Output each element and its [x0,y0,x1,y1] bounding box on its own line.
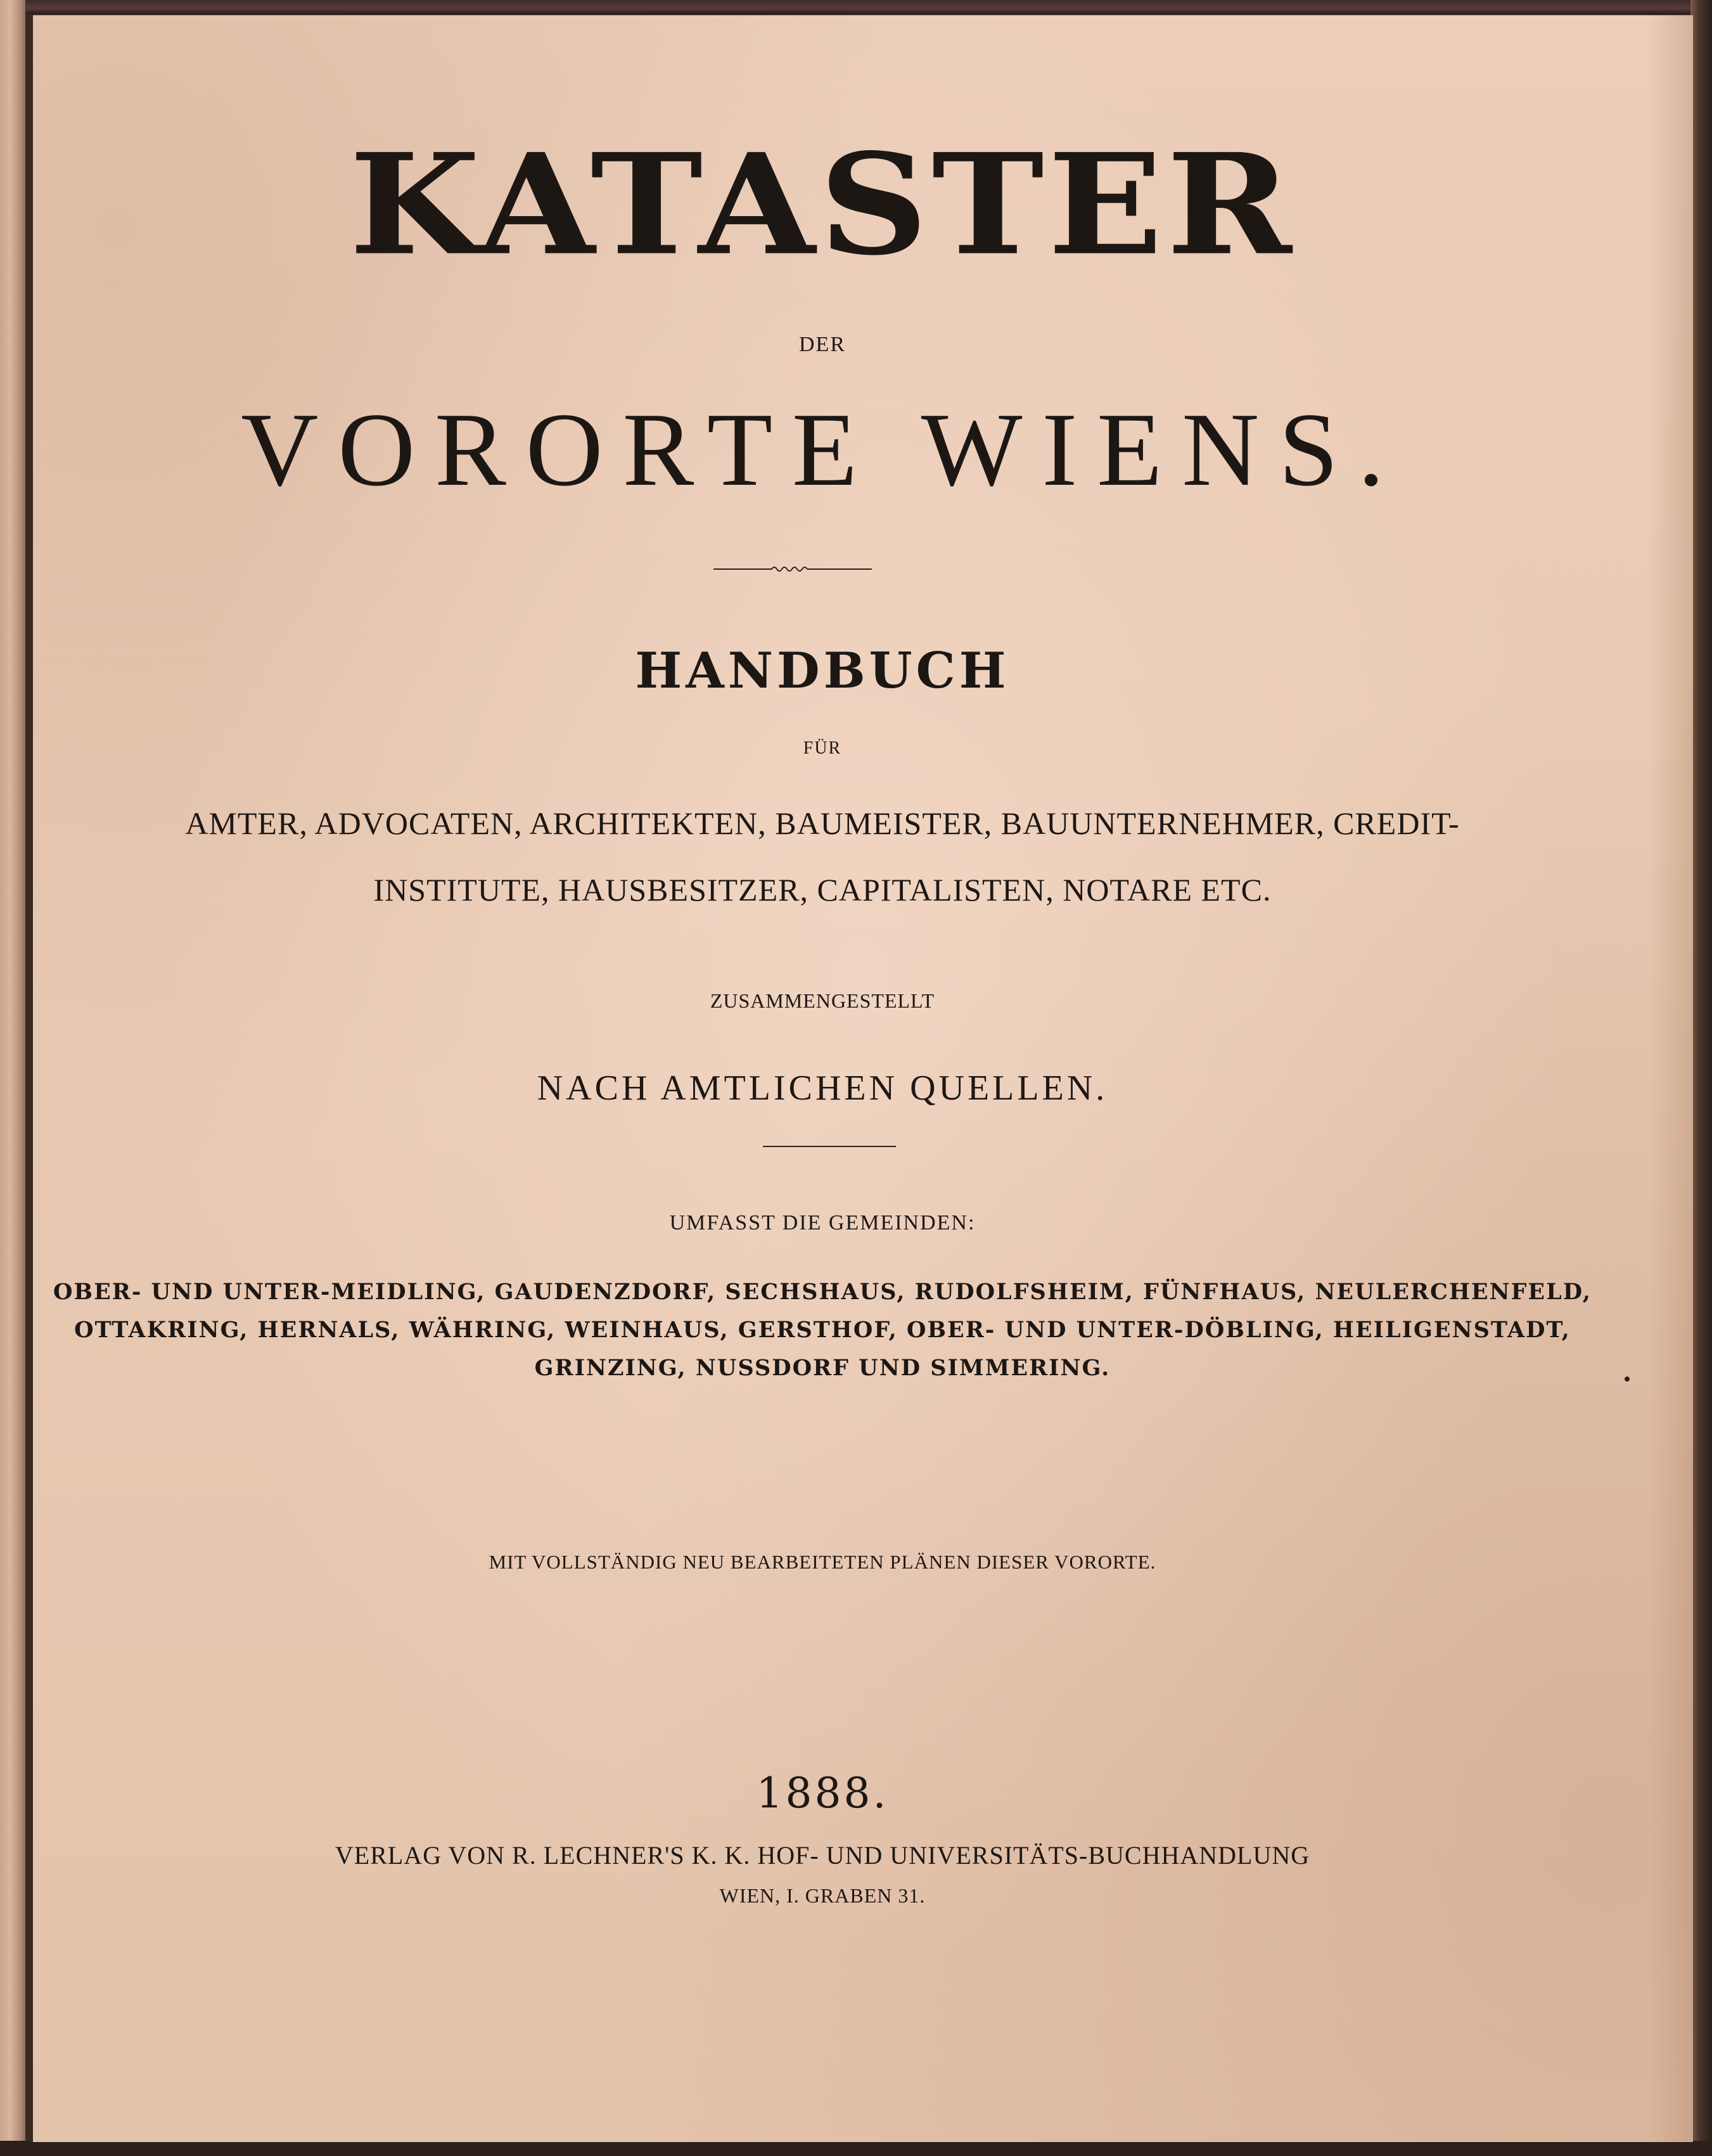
book-bottom-edge [0,2141,1712,2156]
book-right-edge [1690,0,1712,2156]
main-subtitle: VORORTE WIENS. [241,391,1404,508]
handbook-heading: HANDBUCH [635,642,1010,700]
page-shadow [1649,15,1693,2142]
sources-line: NACH AMTLICHEN QUELLEN. [537,1068,1108,1108]
title-connector: DER [799,333,846,356]
ornament-icon [713,561,872,577]
divider-rule [763,1146,896,1147]
main-title: KATASTER [349,124,1296,286]
publisher-address: WIEN, I. GRABEN 31. [719,1884,926,1907]
for-label: FÜR [803,738,842,758]
communities-line-1: OBER- UND UNTER-MEIDLING, GAUDENZDORF, SECHSHAUS, RUDOLFSHEIM, FÜNFHAUS, NEULERCHENFELD, [53,1279,1592,1305]
publication-year: 1888. [756,1769,889,1818]
book-left-edge [0,0,25,2156]
plans-note: MIT VOLLSTÄNDIG NEU BEARBEITETEN PLÄNEN DIESER VORORTE. [489,1551,1156,1573]
includes-label: UMFASST DIE GEMEINDEN: [669,1211,976,1235]
ornament-rule [33,561,1693,581]
publisher-line: VERLAG VON R. LECHNER'S K. K. HOF- UND UNIVERSITÄTS-BUCHHANDLUNG [335,1841,1310,1870]
communities-line-2: OTTAKRING, HERNALS, WÄHRING, WEINHAUS, GERSTHOF, OBER- UND UNTER-DÖBLING, HEILIGENSTADT, [74,1317,1571,1343]
ink-speck [1625,1376,1630,1382]
communities-line-3: GRINZING, NUSSDORF UND SIMMERING. [534,1355,1111,1381]
book-top-edge [0,0,1712,14]
compiled-label: ZUSAMMENGESTELLT [710,989,935,1012]
title-page [33,15,1693,2142]
audience-line-1: AMTER, ADVOCATEN, ARCHITEKTEN, BAUMEISTER, BAUUNTERNEHMER, CREDIT- [185,805,1460,841]
audience-line-2: INSTITUTE, HAUSBESITZER, CAPITALISTEN, NOTARE ETC. [373,872,1272,908]
